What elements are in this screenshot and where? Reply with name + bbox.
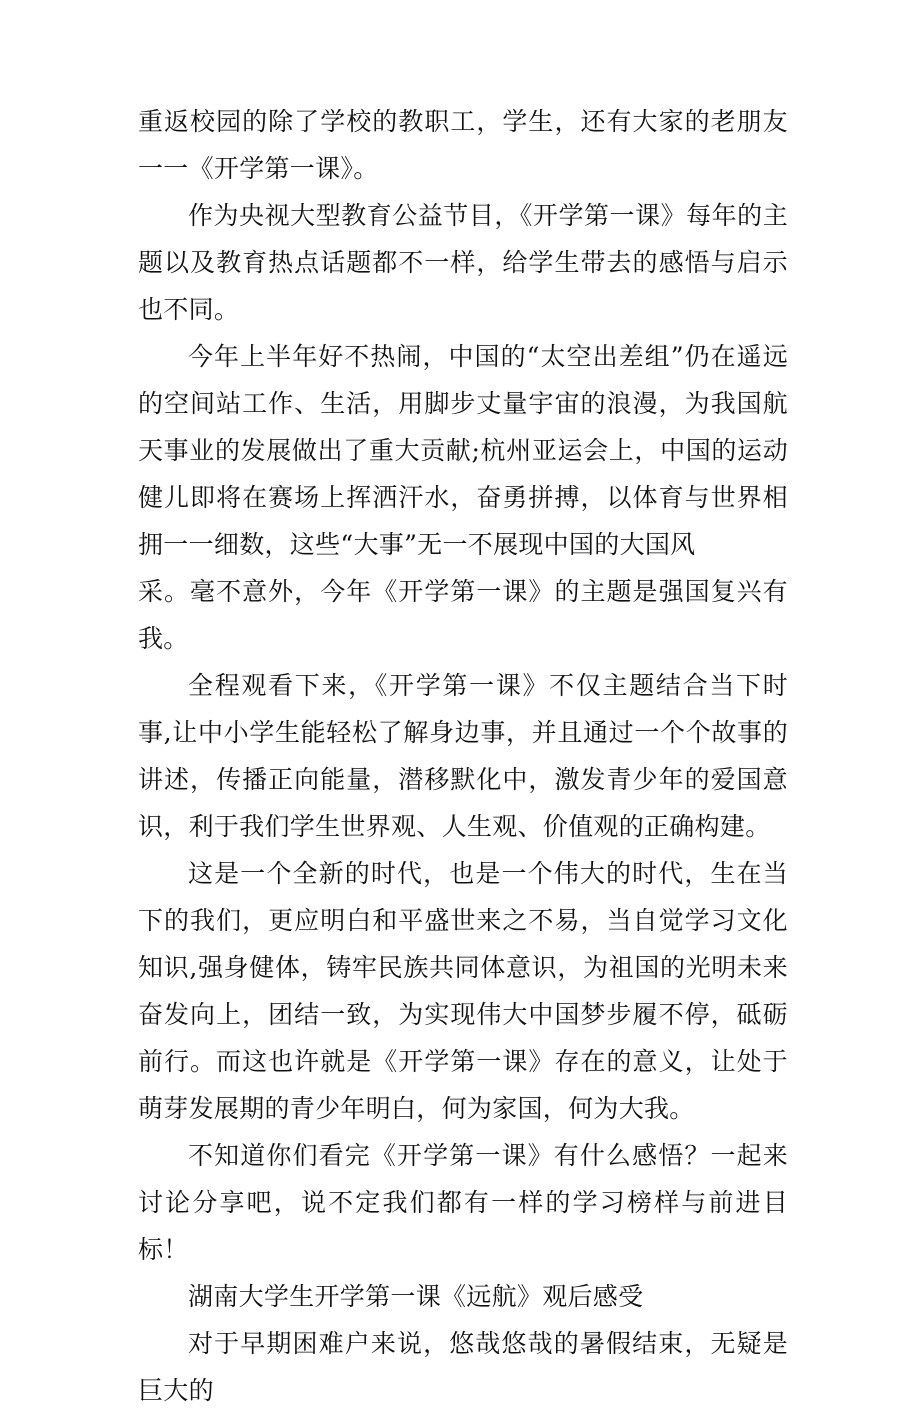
paragraph-7: 不知道你们看完《开学第一课》有什么感悟？一起来讨论分享吧，说不定我们都有一样的学习榜样与前进目标！ — [138, 1141, 788, 1264]
paragraph-4: 采。毫不意外，今年《开学第一课》的主题是强国复兴有我。 — [138, 577, 788, 653]
section-heading: 湖南大学生开学第一课《远航》观后感受 — [188, 1282, 644, 1311]
paragraph-5: 全程观看下来，《开学第一课》不仅主题结合当下时事,让中小学生能轻松了解身边事，并且通过一个个故事的讲述，传播正向能量，潜移默化中，激发青少年的爱国意识，利于我们学生世界观、人生观、价值观的正确构建。 — [138, 671, 788, 841]
paragraph-2: 作为央视大型教育公益节目，《开学第一课》每年的主题以及教育热点话题都不一样，给学生带去的感悟与启示也不同。 — [138, 201, 788, 324]
paragraph-8: 对于早期困难户来说，悠哉悠哉的暑假结束，无疑是巨大的 — [138, 1329, 788, 1405]
document-body — [138, 98, 788, 1414]
paragraph-3: 今年上半年好不热闹，中国的“太空出差组”仍在遥远的空间站工作、生活，用脚步丈量宇宙的浪漫，为我国航天事业的发展做出了重大贡献;杭州亚运会上，中国的运动健儿即将在赛场上挥洒汗水，奋勇拼搏，以体育与世界相拥一一细数，这些“大事”无一不展现中国的大国风 — [138, 342, 788, 559]
paragraph-6: 这是一个全新的时代，也是一个伟大的时代，生在当下的我们，更应明白和平盛世来之不易，当自觉学习文化知识,强身健体，铸牢民族共同体意识，为祖国的光明未来奋发向上，团结一致，为实现伟大中国梦步履不停，砥砺前行。而这也许就是《开学第一课》存在的意义，让处于萌芽发展期的青少年明白，何为家国，何为大我。 — [138, 859, 788, 1123]
paragraph-1: 重返校园的除了学校的教职工，学生，还有大家的老朋友一一《开学第一课》。 — [138, 107, 788, 183]
